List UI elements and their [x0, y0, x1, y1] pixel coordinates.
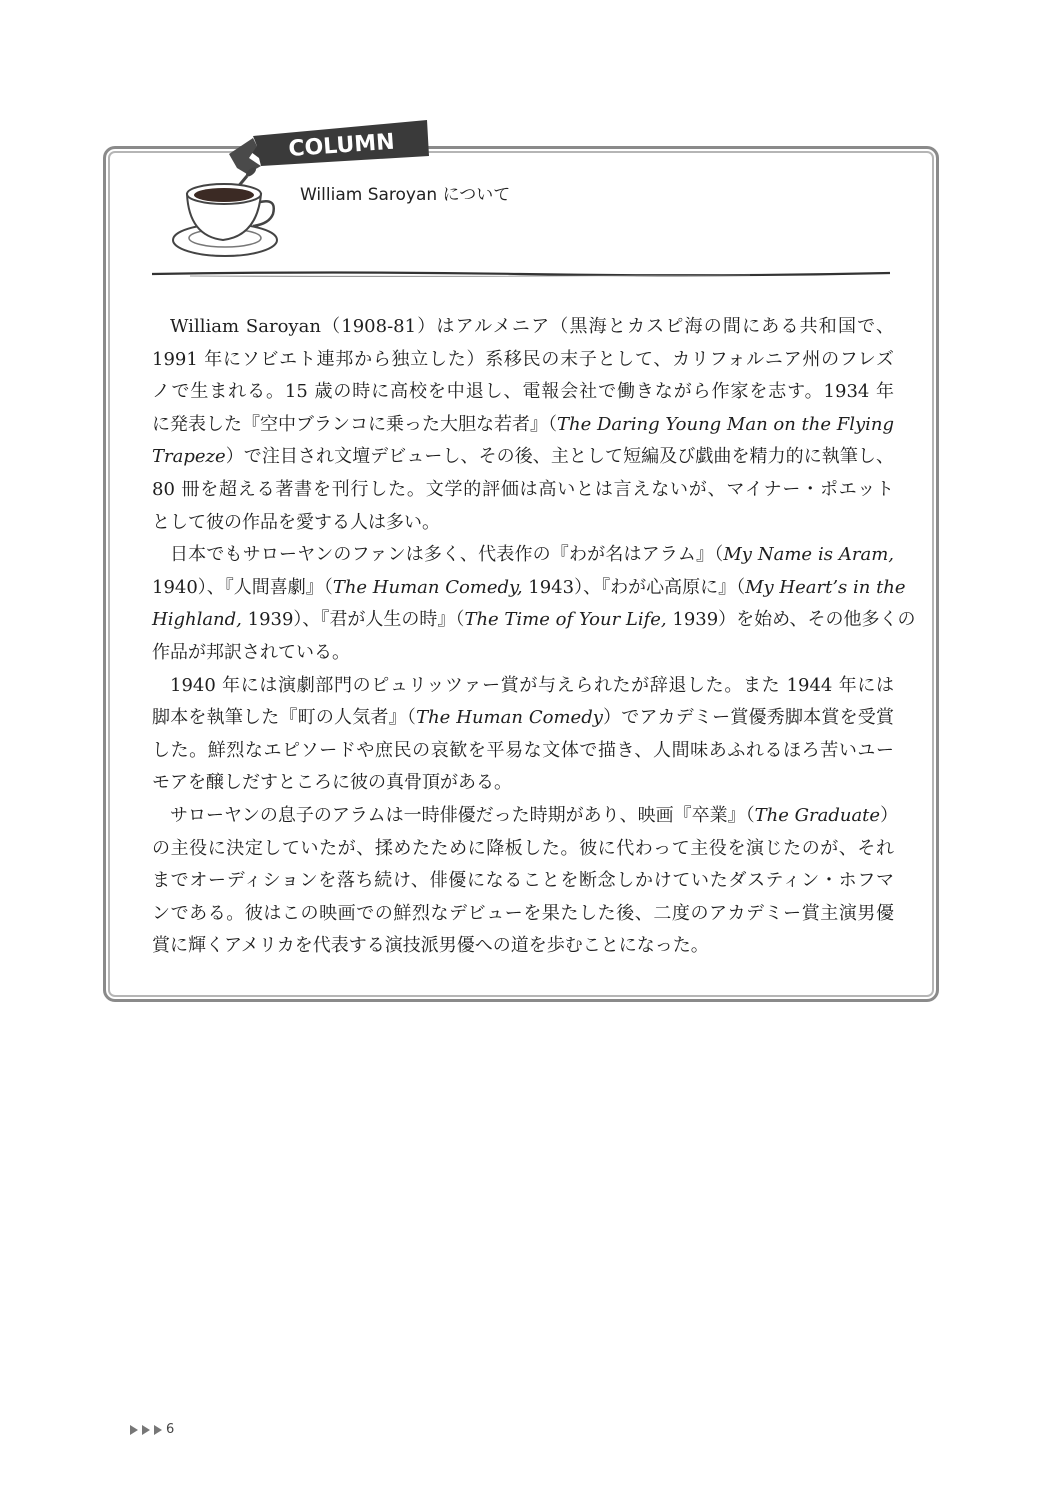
text-segment: ）: [880, 804, 899, 826]
work-title: The Graduate: [754, 804, 881, 826]
text-line: の主役に決定していたが、揉めたために降板した。彼に代わって主役を演じたのが、それ: [152, 837, 894, 859]
text-line: [134, 441, 894, 474]
text-line: した。鮮烈なエピソードや庶民の哀歓を平易な文体で描き、人間味あふれるほろ苦いユー: [152, 739, 894, 761]
text-segment: ）で注目され文壇デビューし、その後、主として短編及び戯曲を精力的に執筆し、: [225, 446, 894, 468]
text-segment: 1940）、『人間喜劇』（: [152, 576, 333, 598]
text-line: 1991 年にソビエト連邦から独立した）系移民の末子として、カリフォルニア州のフレズ: [152, 348, 894, 370]
work-title: Highland,: [152, 609, 242, 631]
paragraph-3: [152, 670, 894, 800]
text-line: 賞に輝くアメリカを代表する演技派男優への道を歩むことになった。: [152, 935, 709, 957]
text-line: として彼の作品を愛する人は多い。: [152, 511, 440, 533]
work-title: The Human Comedy: [416, 707, 603, 729]
page-number: 6: [166, 1422, 175, 1437]
column-body: [152, 311, 916, 963]
text-segment: 日本でもサローヤンのファンは多く、代表作の『わが名はアラム』（: [170, 544, 724, 566]
text-line: [134, 702, 894, 735]
text-line: ンである。彼はこの映画での鮮烈なデビューを果たした後、二度のアカデミー賞主演男優: [152, 902, 894, 924]
work-title: My Name is Aram,: [723, 544, 894, 566]
page-footer: [130, 1422, 174, 1437]
paragraph-1: [152, 311, 894, 539]
text-segment: 1939）を始め、その他多くの: [666, 609, 916, 631]
text-line: [152, 539, 894, 572]
column-subtitle: William Saroyan について: [300, 185, 511, 205]
text-segment: サローヤンの息子のアラムは一時俳優だった時期があり、映画『卒業』（: [170, 804, 755, 826]
text-line: ノで生まれる。15 歳の時に高校を中退し、電報会社で働きながら作家を志す。1934 年: [152, 381, 894, 403]
text-line: 1940 年には演劇部門のピュリッツァー賞が与えられたが辞退した。また 1944 年には: [170, 674, 894, 696]
text-line: [134, 572, 906, 605]
work-title: The Time of Your Life,: [464, 609, 667, 631]
text-line: [134, 604, 916, 637]
arrow-icon: [130, 1425, 138, 1435]
text-segment: ）でアカデミー賞優秀脚本賞を受賞: [602, 707, 894, 729]
work-title: The Human Comedy,: [332, 576, 523, 598]
work-title: The Daring Young Man on the Flying: [557, 413, 895, 435]
column-badge: [229, 120, 429, 174]
text-line: モアを醸しだすところに彼の真骨頂がある。: [152, 772, 512, 794]
paragraph-2: [152, 539, 916, 669]
section-divider: [150, 268, 892, 280]
column-badge-label: COLUMN: [287, 129, 396, 162]
text-line: [134, 409, 894, 442]
text-segment: に発表した『空中ブランコに乗った大胆な若者』（: [152, 413, 557, 435]
work-title: My Heart’s in the: [745, 576, 906, 598]
work-title: Trapeze: [152, 446, 226, 468]
text-segment: 1943）、『わが心高原に』（: [522, 576, 746, 598]
arrow-icon: [142, 1425, 150, 1435]
text-line: 80 冊を超える著書を刊行した。文学的評価は高いとは言えないが、マイナー・ポエット: [152, 478, 894, 500]
text-line: William Saroyan（1908-81）はアルメニア（黒海とカスピ海の間にある共和国で、: [170, 316, 894, 337]
text-line: までオーディションを落ち続け、俳優になることを断念しかけていたダスティン・ホフマ: [152, 870, 894, 892]
text-segment: 脚本を執筆した『町の人気者』（: [152, 707, 417, 729]
text-line: [152, 800, 899, 833]
text-line: 作品が邦訳されている。: [152, 641, 350, 663]
text-segment: 1939）、『君が人生の時』（: [241, 609, 465, 631]
paragraph-4: [152, 800, 899, 963]
arrow-icon: [154, 1425, 162, 1435]
